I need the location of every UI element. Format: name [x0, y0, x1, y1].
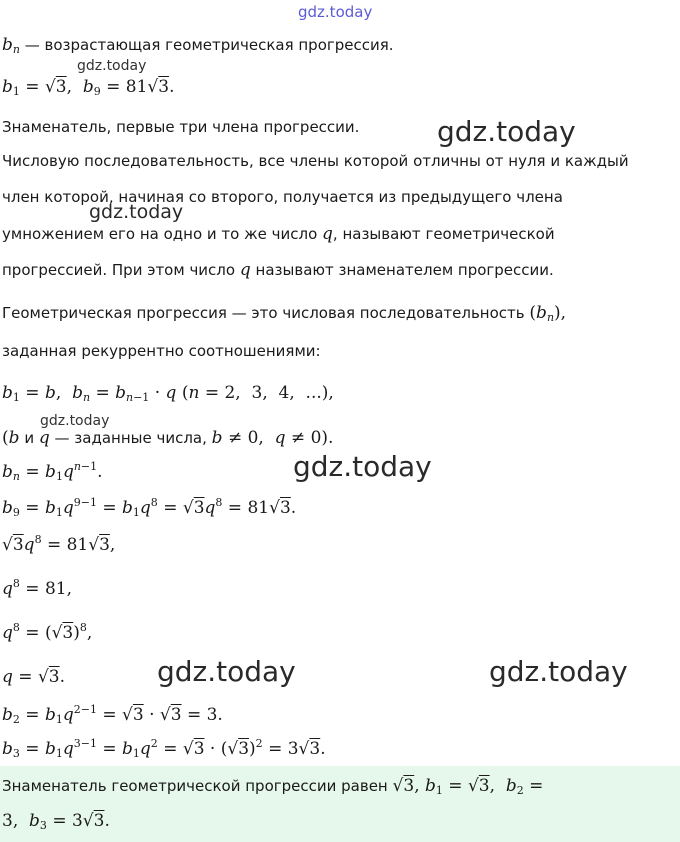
intro-text: — возрастающая геометрическая прогрессия. — [24, 36, 394, 54]
watermark-small-2: gdz.today — [40, 413, 110, 429]
answer-line-1: Знаменатель геометрической прогрессии равен √3, $b_1 = √3$, $b_2$ = — [2, 776, 544, 797]
watermark-large: gdz.today — [437, 115, 576, 148]
watermark-small: gdz.today — [77, 58, 147, 74]
definition-line-3: умножением его на одно и то же число q, называют геометрической — [2, 224, 555, 244]
definition-line-1: Числовую последовательность, все члены которой отличны от нуля и каждый — [2, 152, 629, 170]
definition-line-2: член которой, начиная со второго, получается из предыдущего члена — [2, 188, 563, 206]
definition-line-6: заданная рекуррентно соотношениями: — [2, 342, 321, 360]
definition-line-5: Геометрическая прогрессия — это числовая последовательность $(b_n)$, — [2, 303, 567, 324]
answer-line-2: 3, $b_3 = 3√3$. — [2, 811, 110, 832]
watermark-large-4: gdz.today — [489, 655, 628, 688]
general-term-formula: $b_n = b_1q^{n-1}$. — [2, 460, 103, 483]
watermark-large-2: gdz.today — [293, 450, 432, 483]
ninth-term-formula: $b_9 = b_1q^{9-1} = b_1q^8 = √3q^8 = 81√3$. — [2, 496, 297, 519]
definition-line-4: прогрессией. При этом число q называют знаменателем прогрессии. — [2, 260, 554, 280]
equation-step-4: q = √3. — [2, 667, 66, 687]
third-term-formula: $b_3 = b_1q^{3-1} = b_1q^2 = √3 \cdot (√3)^2 = 3√3$. — [2, 737, 326, 760]
given-numbers-line: (b и q — заданные числа, b ≠ 0, q ≠ 0). — [2, 428, 334, 448]
given-values: $b_1 = √3$, $b_9 = 81√3$. — [2, 77, 175, 98]
watermark-large-3: gdz.today — [157, 655, 296, 688]
equation-step-3: $q^8 = (√3)^8$, — [2, 621, 93, 643]
watermark-top: gdz.today — [298, 3, 373, 21]
equation-step-1: $√3q^8 = 81√3$, — [2, 533, 116, 555]
second-term-formula: $b_2 = b_1q^{2-1} = √3 \cdot √3 = 3$. — [2, 703, 223, 726]
recurrence-formula: $b_1 = b$, $b_n = b_{n-1} \cdot q$ (n = 2, 3, 4, ...), — [2, 383, 334, 404]
watermark-medium: gdz.today — [89, 201, 184, 223]
task-text: Знаменатель, первые три члена прогрессии. — [2, 118, 360, 136]
intro-line: $b_n$ — возрастающая геометрическая прогрессия. — [2, 35, 394, 56]
equation-step-2: $q^8 = 81$, — [2, 577, 72, 599]
